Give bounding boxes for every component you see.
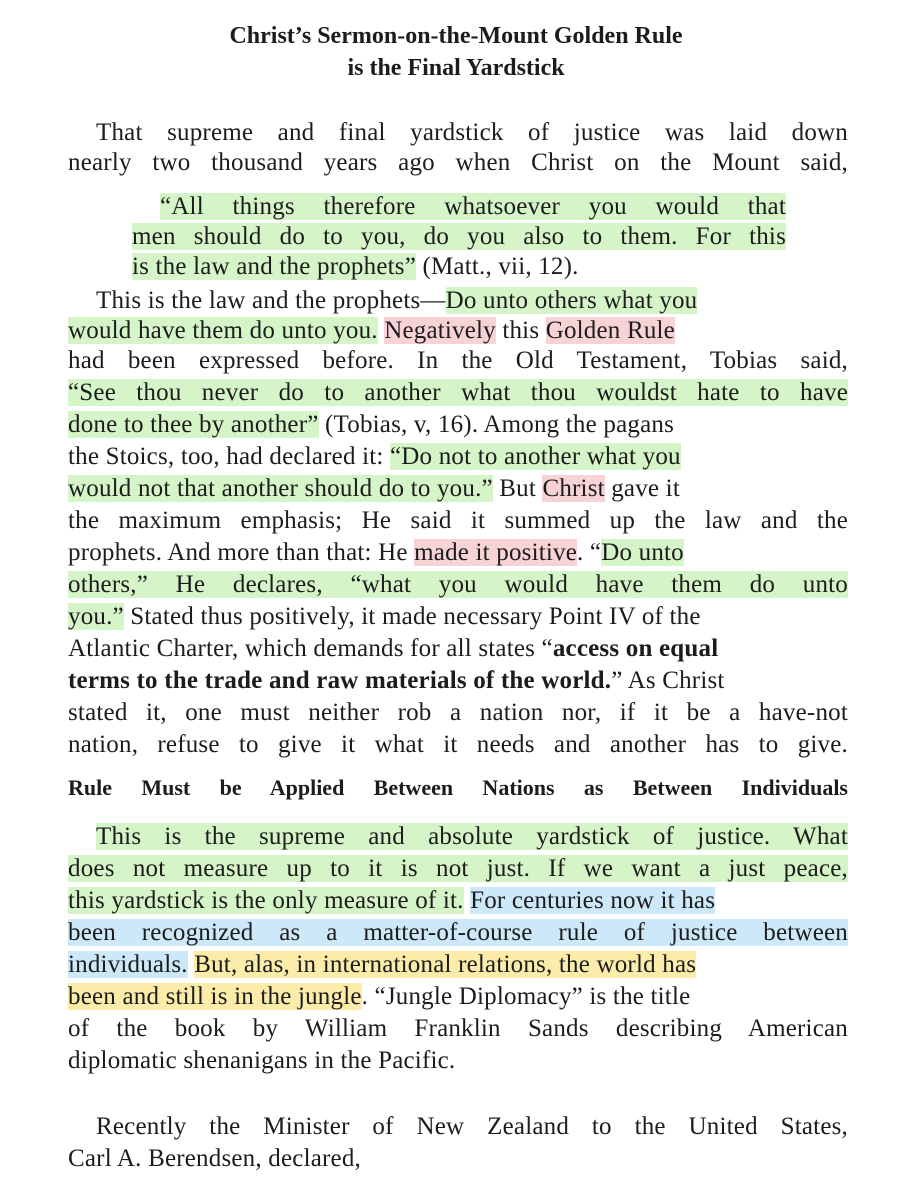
- paragraph-1-line-2: nearly two thousand years ago when Christ on the Mount said,: [68, 149, 848, 176]
- tobias-quote-highlight-2: done to thee by another”: [68, 411, 319, 438]
- p2-l7-text-2: gave it: [604, 475, 680, 502]
- quote-line-2: [132, 222, 786, 252]
- title-line-2: is the Final Yardstick: [347, 55, 565, 81]
- paragraph-2-line-7: [68, 474, 848, 504]
- paragraph-4-line-1: Recently the Minister of New Zealand to the United States,: [96, 1113, 848, 1140]
- paragraph-3-line-7: of the book by William Franklin Sands describing American: [68, 1015, 848, 1042]
- positive-rule-highlight-1: Do unto: [601, 539, 684, 566]
- section-heading: Rule Must be Applied Between Nations as Between Individuals: [68, 775, 848, 800]
- p2-l7-text: But: [492, 475, 543, 502]
- positive-rule-highlight-2: others,” He declares, “what you would have them do unto: [68, 571, 848, 598]
- paragraph-2-line-5: [68, 410, 848, 440]
- paragraph-3-line-6: [68, 982, 848, 1012]
- quote-line-3: [132, 252, 579, 282]
- p3-l6-text: . “Jungle Diplomacy” is the title: [361, 983, 691, 1010]
- p2-l6-text: the Stoics, too, had declared it:: [68, 443, 390, 470]
- title-line-1: Christ’s Sermon-on-the-Mount Golden Rule: [229, 23, 683, 49]
- yardstick-highlight-3: this yardstick is the only measure of it.: [68, 887, 464, 914]
- charter-quote-2: terms to the trade and raw materials of the world.: [68, 667, 612, 694]
- paragraph-2-line-3: had been expressed before. In the Old Testament, Tobias said,: [68, 347, 848, 374]
- tobias-citation: (Tobias, v, 16). Among the pagans: [318, 411, 675, 438]
- paragraph-3-line-4: [68, 918, 848, 948]
- made-it-positive-highlight: made it positive: [414, 539, 578, 566]
- yardstick-highlight-1: This is the supreme and absolute yardstick of justice. What: [96, 823, 848, 850]
- paragraph-1-line-1: That supreme and final yardstick of justice was laid down: [96, 119, 848, 146]
- paragraph-2-line-8: the maximum emphasis; He said it summed up the law and the: [68, 507, 848, 534]
- paragraph-4-line-2: Carl A. Berendsen, declared,: [68, 1145, 361, 1172]
- paragraph-3-line-1: [96, 822, 848, 852]
- p2-l13-text: ” As Christ: [611, 667, 725, 694]
- paragraph-3-line-3: [68, 886, 848, 916]
- jungle-highlight-2: been and still is in the jungle: [68, 983, 362, 1010]
- paragraph-2-line-10: [68, 570, 848, 600]
- paragraph-3-line-8: diplomatic shenanigans in the Pacific.: [68, 1047, 456, 1074]
- p2-l12-text: Atlantic Charter, which demands for all states “: [68, 635, 553, 662]
- stoics-quote-highlight-2: would not that another should do to you.”: [68, 475, 493, 502]
- p2-l9-text: prophets. And more than that: He: [68, 539, 415, 566]
- p2-l9-text-2: . “: [577, 539, 602, 566]
- paragraph-2-line-2: [68, 316, 848, 346]
- p2-l2-text: this: [495, 317, 546, 344]
- paragraph-2-line-15: nation, refuse to give it what it needs and another has to give.: [68, 731, 848, 758]
- centuries-highlight-1: For centuries now it has: [470, 887, 716, 914]
- positive-rule-highlight-3: you.”: [68, 603, 124, 630]
- paragraph-2-line-9: [68, 538, 848, 568]
- quote-highlight-3: is the law and the prophets”: [132, 253, 416, 280]
- centuries-highlight-3: individuals.: [68, 951, 188, 978]
- charter-quote-1: access on equal: [552, 635, 719, 662]
- quote-line-1: [160, 192, 786, 222]
- golden-rule-label-highlight: Golden Rule: [545, 317, 675, 344]
- christ-highlight: Christ: [542, 475, 605, 502]
- centuries-highlight-2: been recognized as a matter-of-course rule of justice between: [68, 919, 848, 946]
- negatively-highlight: Negatively: [384, 317, 496, 344]
- golden-rule-highlight-2: would have them do unto you.: [68, 317, 378, 344]
- paragraph-2-line-11: [68, 602, 848, 632]
- paragraph-2-line-13: [68, 666, 848, 696]
- quote-highlight-2: men should do to you, do you also to them. For this: [132, 223, 786, 250]
- paragraph-3-line-5: [68, 950, 848, 980]
- p2-l11-text: Stated thus positively, it made necessary Point IV of the: [123, 603, 701, 630]
- paragraph-2-line-14: stated it, one must neither rob a nation nor, if it be a have-not: [68, 699, 848, 726]
- paragraph-2-line-1: [96, 286, 848, 316]
- jungle-highlight-1: But, alas, in international relations, the world has: [194, 951, 697, 978]
- golden-rule-highlight-1: Do unto others what you: [445, 287, 698, 314]
- paragraph-2-line-12: [68, 634, 848, 664]
- paragraph-3-line-2: [68, 854, 848, 884]
- quote-citation: (Matt., vii, 12).: [416, 253, 579, 280]
- p2-l1-text: This is the law and the prophets—: [96, 287, 446, 314]
- stoics-quote-highlight-1: “Do not to another what you: [390, 443, 681, 470]
- quote-highlight-1: “All things therefore whatsoever you would that: [160, 193, 786, 220]
- paragraph-2-line-6: [68, 442, 848, 472]
- paragraph-2-line-4: [68, 378, 848, 408]
- tobias-quote-highlight-1: “See thou never do to another what thou wouldst hate to have: [68, 379, 848, 406]
- yardstick-highlight-2: does not measure up to it is not just. If we want a just peace,: [68, 855, 848, 882]
